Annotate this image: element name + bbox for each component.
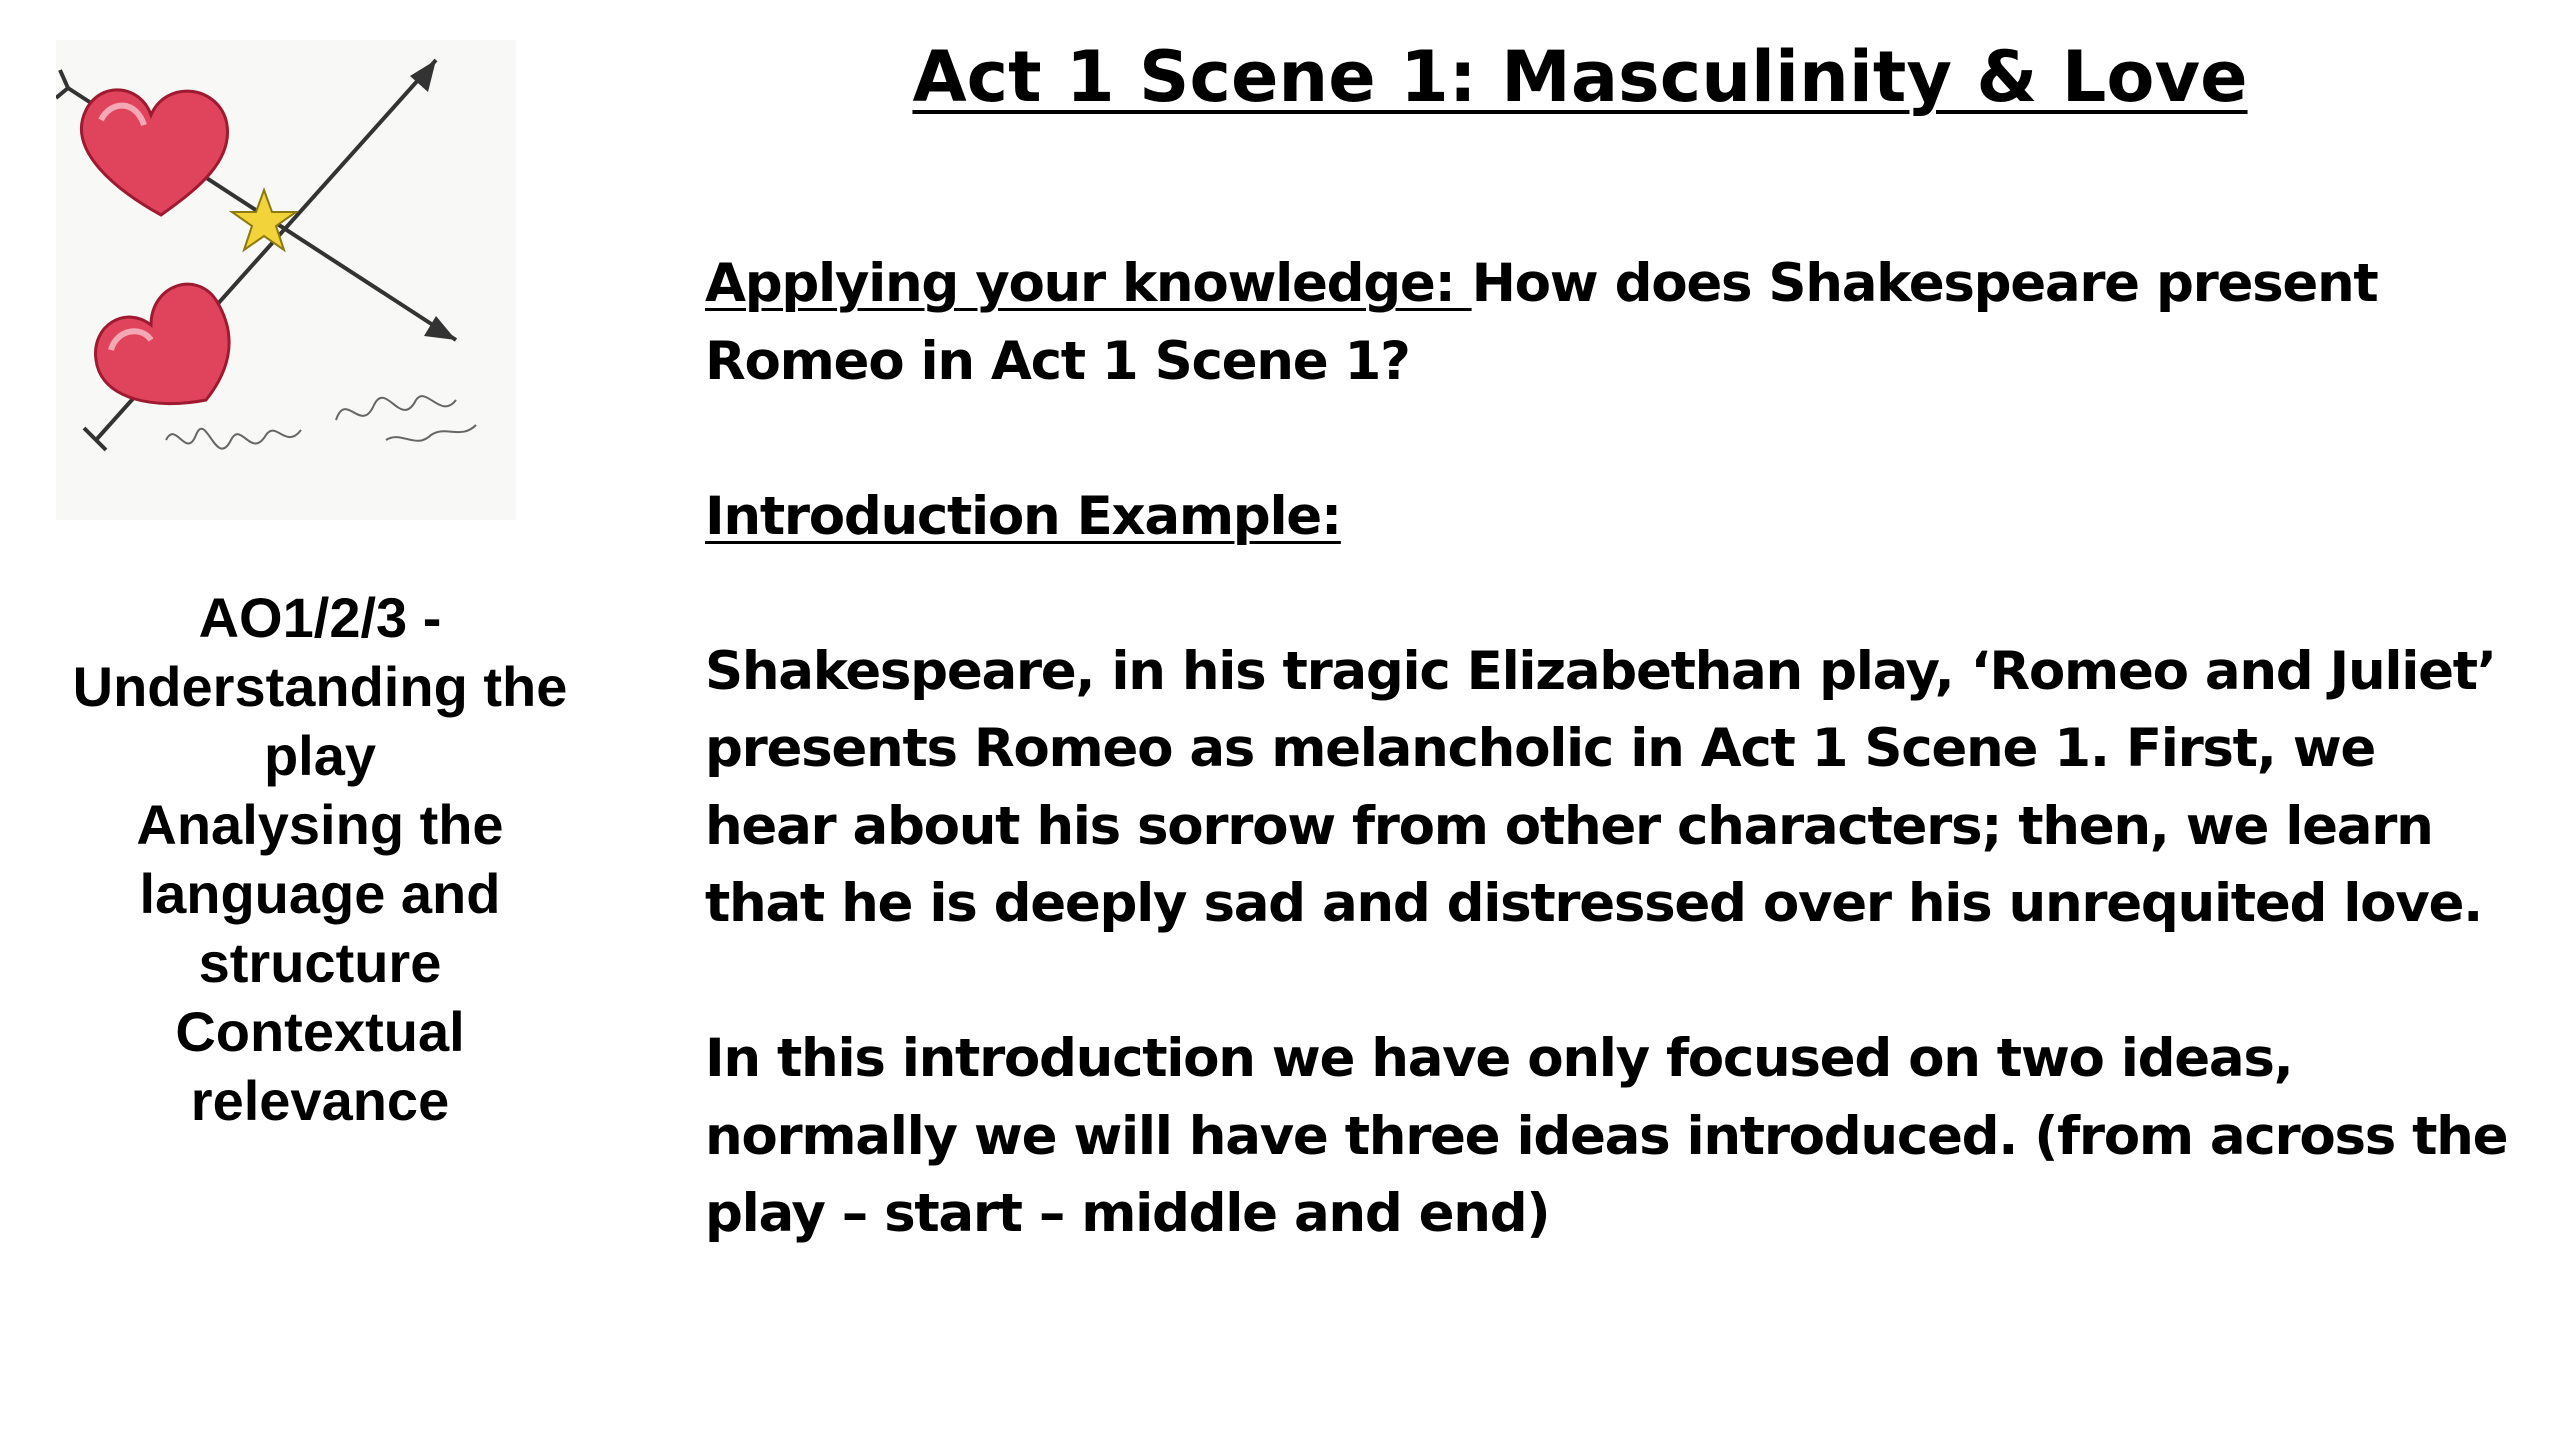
objective-line: Understanding the [72, 655, 568, 718]
slide-body [705, 245, 2515, 1253]
intro-heading-paragraph [705, 478, 2515, 556]
heart-icon [81, 90, 227, 215]
note-paragraph: In this introduction we have only focused on two ideas, normally we will have three ideas introduced. (from across the play – start – middle and end) [705, 1028, 2508, 1244]
slide-title [700, 32, 2460, 122]
question-label: Applying your knowledge: [705, 253, 1472, 314]
objective-line: structure [198, 931, 442, 994]
objective-line: Contextual [175, 1000, 465, 1063]
signature-scribble [336, 396, 476, 441]
objective-line: Analysing the [136, 793, 504, 856]
objective-line: relevance [190, 1069, 450, 1132]
slide-title-text: Act 1 Scene 1: Masculinity & Love [912, 36, 2248, 118]
objective-line: language and [139, 862, 501, 925]
objective-line: AO1/2/3 - [198, 586, 442, 649]
crossed-arrows-hearts-illustration [56, 40, 516, 520]
arrowhead-icon [424, 316, 456, 340]
arrow-fletching-icon [56, 70, 68, 98]
question-paragraph [705, 245, 2515, 400]
objective-line: play [263, 724, 377, 787]
crossed-arrows-hearts-icon [56, 40, 516, 520]
example-paragraph: Shakespeare, in his tragic Elizabethan play, ‘Romeo and Juliet’ presents Romeo as melancholic in Act 1 Scene 1. First, we hear about his sorrow from other characters; then, we learn that he is deeply sad and distressed over his unrequited love. [705, 640, 2496, 934]
assessment-objectives [40, 583, 600, 1135]
intro-heading: Introduction Example: [705, 485, 1341, 547]
question-text: How does Shakespeare present Romeo in Act 1 Scene 1? [705, 253, 2378, 392]
signature-scribble [166, 429, 301, 449]
